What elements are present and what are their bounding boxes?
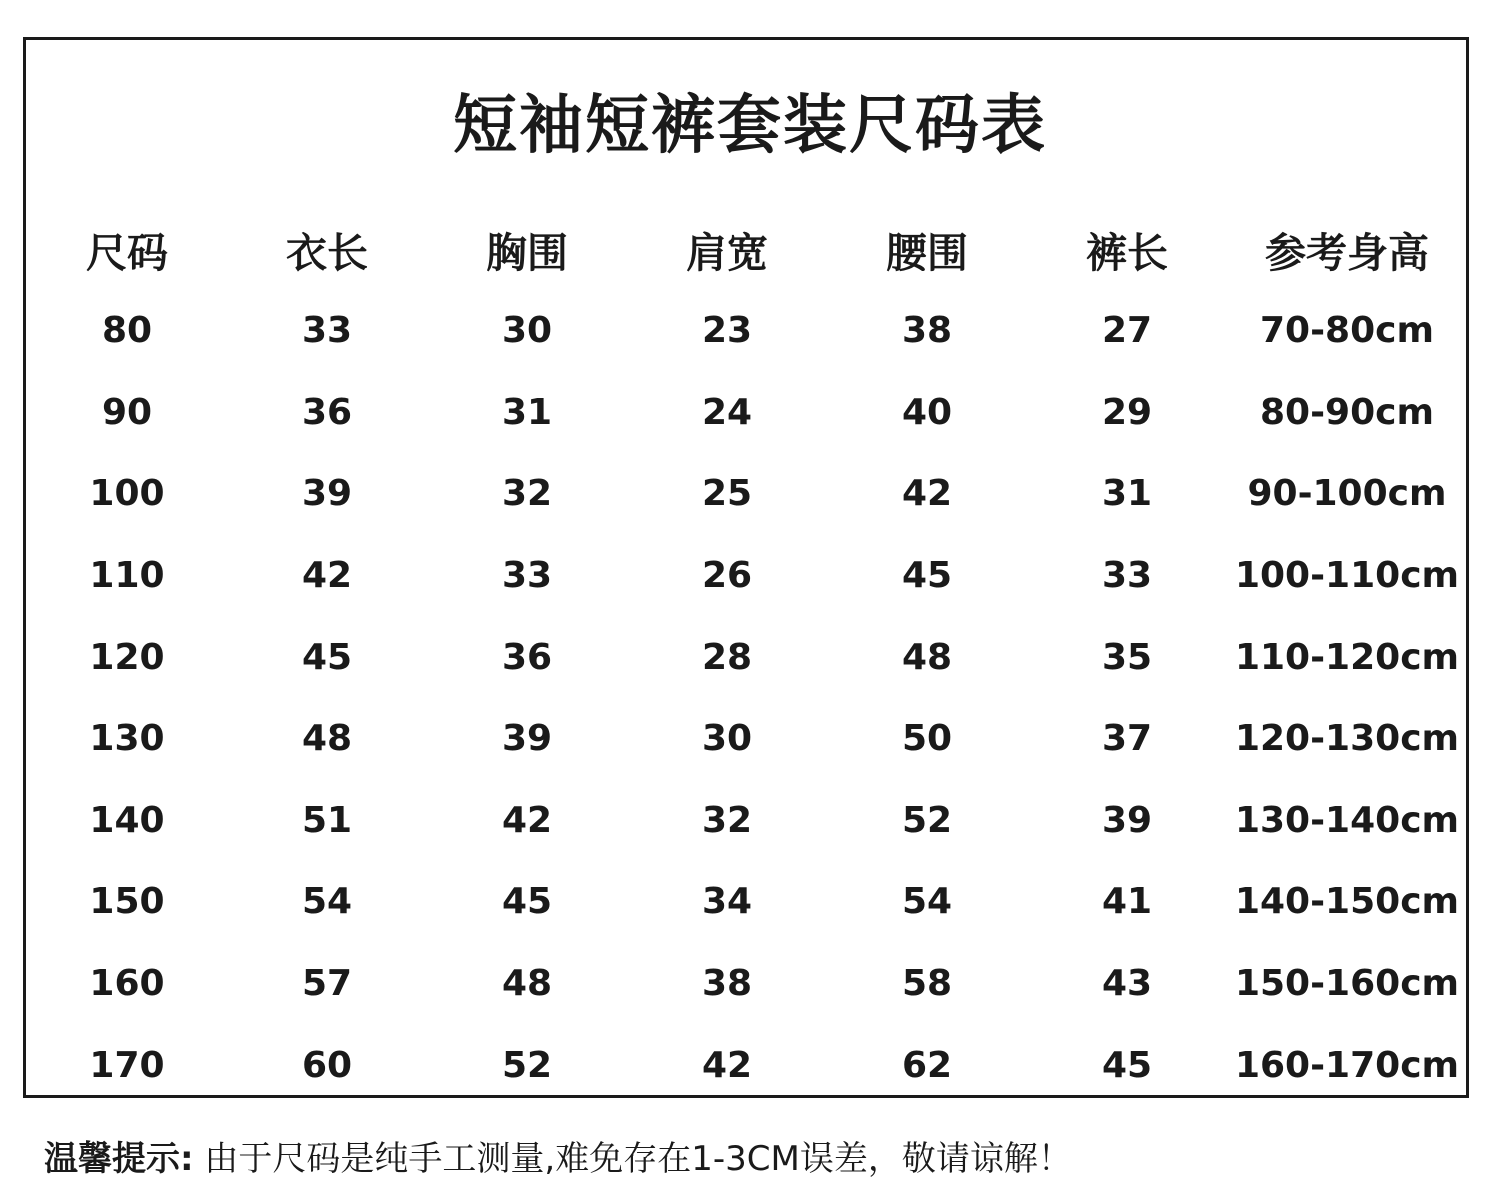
cell-top-length: 33 (301, 310, 353, 352)
table-row (27, 698, 1467, 780)
cell-size: 170 (89, 1044, 165, 1086)
table-row (27, 616, 1467, 698)
cell-top-length: 57 (301, 963, 353, 1005)
cell-size: 100 (89, 473, 165, 515)
cell-pants-length: 33 (1101, 555, 1153, 597)
table-row (27, 861, 1467, 943)
cell-reference-height: 100-110cm (1234, 555, 1460, 597)
cell-top-length: 45 (301, 636, 353, 678)
cell-chest: 31 (501, 391, 553, 433)
cell-reference-height: 140-150cm (1234, 881, 1460, 923)
header-top-length: 衣长 (286, 228, 368, 277)
cell-chest: 30 (501, 310, 553, 352)
header-chest: 胸围 (486, 228, 568, 277)
cell-reference-height: 150-160cm (1234, 963, 1460, 1005)
cell-shoulder: 38 (701, 963, 753, 1005)
header-size: 尺码 (86, 228, 168, 277)
cell-waist: 58 (901, 963, 953, 1005)
header-waist: 腰围 (886, 228, 968, 277)
table-row (27, 943, 1467, 1025)
cell-reference-height: 90-100cm (1247, 473, 1447, 515)
table-row (27, 453, 1467, 535)
cell-chest: 36 (501, 636, 553, 678)
cell-top-length: 51 (301, 799, 353, 841)
reminder-label: 温馨提示: (44, 1139, 194, 1179)
cell-reference-height: 130-140cm (1234, 799, 1460, 841)
cell-pants-length: 41 (1101, 881, 1153, 923)
cell-waist: 38 (901, 310, 953, 352)
cell-shoulder: 24 (701, 391, 753, 433)
cell-shoulder: 42 (701, 1044, 753, 1086)
cell-shoulder: 32 (701, 799, 753, 841)
cell-shoulder: 34 (701, 881, 753, 923)
cell-top-length: 54 (301, 881, 353, 923)
table-row (27, 372, 1467, 454)
cell-reference-height: 70-80cm (1260, 310, 1434, 352)
cell-pants-length: 43 (1101, 963, 1153, 1005)
cell-size: 150 (89, 881, 165, 923)
cell-waist: 45 (901, 555, 953, 597)
reminder-text: 由于尺码是纯手工测量,难免存在1-3CM误差，敬请谅解！ (193, 1139, 1072, 1179)
cell-shoulder: 30 (701, 718, 753, 760)
cell-size: 140 (89, 799, 165, 841)
cell-waist: 40 (901, 391, 953, 433)
cell-top-length: 48 (301, 718, 353, 760)
cell-size: 160 (89, 963, 165, 1005)
cell-size: 80 (101, 310, 153, 352)
cell-size: 110 (89, 555, 165, 597)
chart-title: 短袖短裤套装尺码表 (453, 89, 1047, 163)
cell-pants-length: 37 (1101, 718, 1153, 760)
cell-size: 130 (89, 718, 165, 760)
cell-waist: 50 (901, 718, 953, 760)
cell-waist: 48 (901, 636, 953, 678)
cell-chest: 48 (501, 963, 553, 1005)
table-row (27, 780, 1467, 862)
cell-shoulder: 25 (701, 473, 753, 515)
cell-pants-length: 35 (1101, 636, 1153, 678)
cell-reference-height: 80-90cm (1260, 391, 1434, 433)
cell-waist: 52 (901, 799, 953, 841)
table-row (27, 290, 1467, 372)
cell-chest: 32 (501, 473, 553, 515)
cell-shoulder: 23 (701, 310, 753, 352)
cell-reference-height: 120-130cm (1234, 718, 1460, 760)
cell-size: 90 (101, 391, 153, 433)
cell-reference-height: 160-170cm (1234, 1044, 1460, 1086)
header-shoulder: 肩宽 (686, 228, 768, 277)
cell-waist: 54 (901, 881, 953, 923)
table-row (27, 1024, 1467, 1106)
cell-pants-length: 29 (1101, 391, 1153, 433)
header-reference-height: 参考身高 (1265, 228, 1429, 277)
cell-waist: 42 (901, 473, 953, 515)
cell-chest: 52 (501, 1044, 553, 1086)
cell-top-length: 42 (301, 555, 353, 597)
cell-reference-height: 110-120cm (1234, 636, 1460, 678)
cell-shoulder: 26 (701, 555, 753, 597)
cell-chest: 45 (501, 881, 553, 923)
cell-pants-length: 31 (1101, 473, 1153, 515)
cell-top-length: 36 (301, 391, 353, 433)
table-header-row (27, 208, 1467, 290)
cell-chest: 33 (501, 555, 553, 597)
size-table (27, 208, 1467, 1106)
cell-shoulder: 28 (701, 636, 753, 678)
cell-top-length: 39 (301, 473, 353, 515)
cell-pants-length: 39 (1101, 799, 1153, 841)
cell-chest: 39 (501, 718, 553, 760)
table-body (27, 290, 1467, 1106)
cell-top-length: 60 (301, 1044, 353, 1086)
cell-size: 120 (89, 636, 165, 678)
table-row (27, 535, 1467, 617)
header-pants-length: 裤长 (1086, 228, 1168, 277)
cell-chest: 42 (501, 799, 553, 841)
cell-waist: 62 (901, 1044, 953, 1086)
cell-pants-length: 45 (1101, 1044, 1153, 1086)
reminder-note (44, 1134, 1072, 1184)
cell-pants-length: 27 (1101, 310, 1153, 352)
